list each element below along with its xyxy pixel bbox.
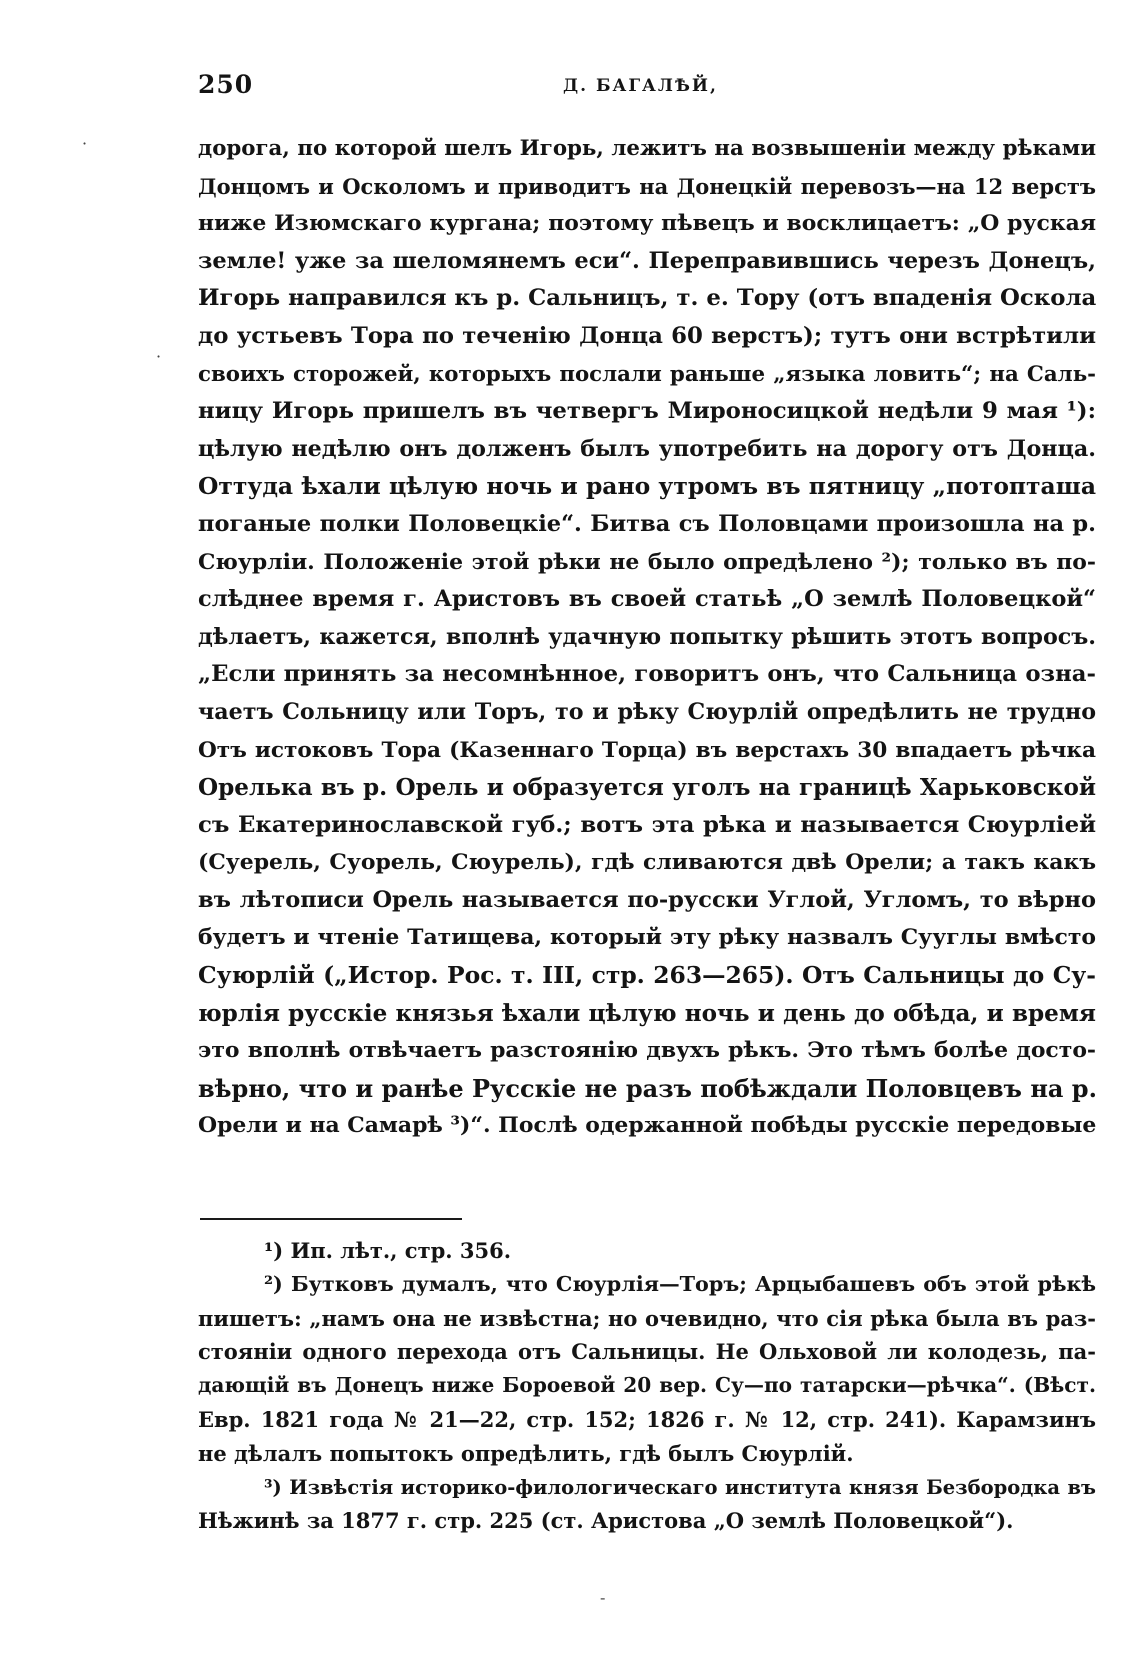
text-line: это вполнѣ отвѣчаетъ разстоянію двухъ рѣкъ. Это тѣмъ болѣе досто- [198,1037,1096,1064]
margin-speck: · [156,347,162,366]
page-number: 250 [198,70,254,99]
margin-speck: · [82,134,88,153]
text-line: поганые полки Половецкіе“. Битва съ Половцами произошла на р. [198,510,1096,537]
text-line: слѣднее время г. Аристовъ въ своей статьѣ „О землѣ Половецкой“ [198,586,1096,613]
footnote-2: ²) Бутковъ думалъ, что Сюурлія—Торъ; Арцыбашевъ объ этой рѣкѣ [264,1271,1096,1296]
footnote-divider [200,1218,462,1220]
text-line: Суюрлій („Истор. Рос. т. III, стр. 263—265). Отъ Сальницы до Су- [198,961,1096,990]
text-line: ницу Игорь пришелъ въ четвергъ Мироносицкой недѣли 9 мая ¹): [198,398,1096,425]
text-line: (Суерель, Суорель, Сюурель), гдѣ сливаются двѣ Орели; а такъ какъ [198,849,1096,876]
text-line: Орели и на Самарѣ ³)“. Послѣ одержанной побѣды русскіе передовые [198,1112,1097,1139]
text-line: вѣрно, что и ранѣе Русскіе не разъ побѣждали Половцевъ на р. [198,1073,1097,1103]
footnote-line: дающій въ Донецъ ниже Бороевой 20 вер. Су—по татарски—рѣчка“. (Вѣст. [198,1373,1096,1398]
footnote-line: пишетъ: „намъ она не извѣстна; но очевидно, что сія рѣка была въ раз- [198,1305,1096,1331]
footnote-line: стояніи одного перехода отъ Сальницы. Не Ольховой ли колодезь, па- [198,1339,1096,1365]
text-line: Донцомъ и Осколомъ и приводитъ на Донецкій перевозъ—на 12 верстъ [198,173,1096,199]
text-line: до устьевъ Тора по теченію Донца 60 верстъ); тутъ они встрѣтили [198,322,1096,349]
text-line: съ Екатеринославской губ.; вотъ эта рѣка и называется Сюурліей [198,811,1096,838]
footnotes [198,1234,1096,1538]
text-line: своихъ сторожей, которыхъ послали раньше „языка ловить“; на Саль- [198,361,1096,387]
text-line: будетъ и чтеніе Татищева, который эту рѣку назвалъ Сууглы вмѣсто [198,924,1096,951]
text-line: чаетъ Сольницу или Торъ, то и рѣку Сюурлій опредѣлить не трудно [198,698,1096,725]
text-line: юрлія русскіе князья ѣхали цѣлую ночь и день до обѣда, и время [198,999,1096,1027]
footnote-line: не дѣлалъ попытокъ опредѣлить, гдѣ былъ Сюурлій. [198,1440,854,1466]
main-text [198,130,1096,1145]
footnote-line: Евр. 1821 года № 21—22, стр. 152; 1826 г. № 12, стр. 241). Карамзинъ [198,1406,1096,1432]
footnote-line: Нѣжинѣ за 1877 г. стр. 225 (ст. Аристова „О землѣ Половецкой“). [198,1508,1014,1534]
footnote-3: ³) Извѣстія историко-филологическаго института князя Безбородка въ [264,1475,1096,1499]
footnote-1: ¹) Ип. лѣт., стр. 356. [264,1238,512,1263]
text-line: земле! уже за шеломянемъ еси“. Переправившись черезъ Донецъ, [198,247,1096,274]
text-line: въ лѣтописи Орель называется по-русски Углой, Угломъ, то вѣрно [198,886,1096,913]
margin-speck: - [600,1588,606,1607]
running-head: Д. БАГАЛѢЙ, [563,76,718,96]
text-line: Игорь направился къ р. Сальницъ, т. е. Тору (отъ впаденія Оскола [198,285,1097,312]
text-line: Орелька въ р. Орель и образуется уголъ на границѣ Харьковской [198,774,1096,802]
text-line: „Если принять за несомнѣнное, говоритъ онъ, что Сальница озна- [198,661,1096,688]
text-line: Оттуда ѣхали цѣлую ночь и рано утромъ въ пятницу „потопташа [198,472,1096,501]
text-line: цѣлую недѣлю онъ долженъ былъ употребить на дорогу отъ Донца. [198,435,1096,462]
text-line: ниже Изюмскаго кургана; поэтому пѣвецъ и восклицаетъ: „О руская [198,210,1096,237]
page-header [198,70,1098,110]
text-line: дорога, по которой шелъ Игорь, лежитъ на возвышеніи между рѣками [198,136,1096,161]
text-line: дѣлаетъ, кажется, вполнѣ удачную попытку рѣшить этотъ вопросъ. [198,623,1096,650]
text-line: Сюурліи. Положеніе этой рѣки не было опредѣлено ²); только въ по- [198,548,1096,575]
text-line: Отъ истоковъ Тора (Казеннаго Торца) въ верстахъ 30 впадаетъ рѣчка [198,737,1096,763]
